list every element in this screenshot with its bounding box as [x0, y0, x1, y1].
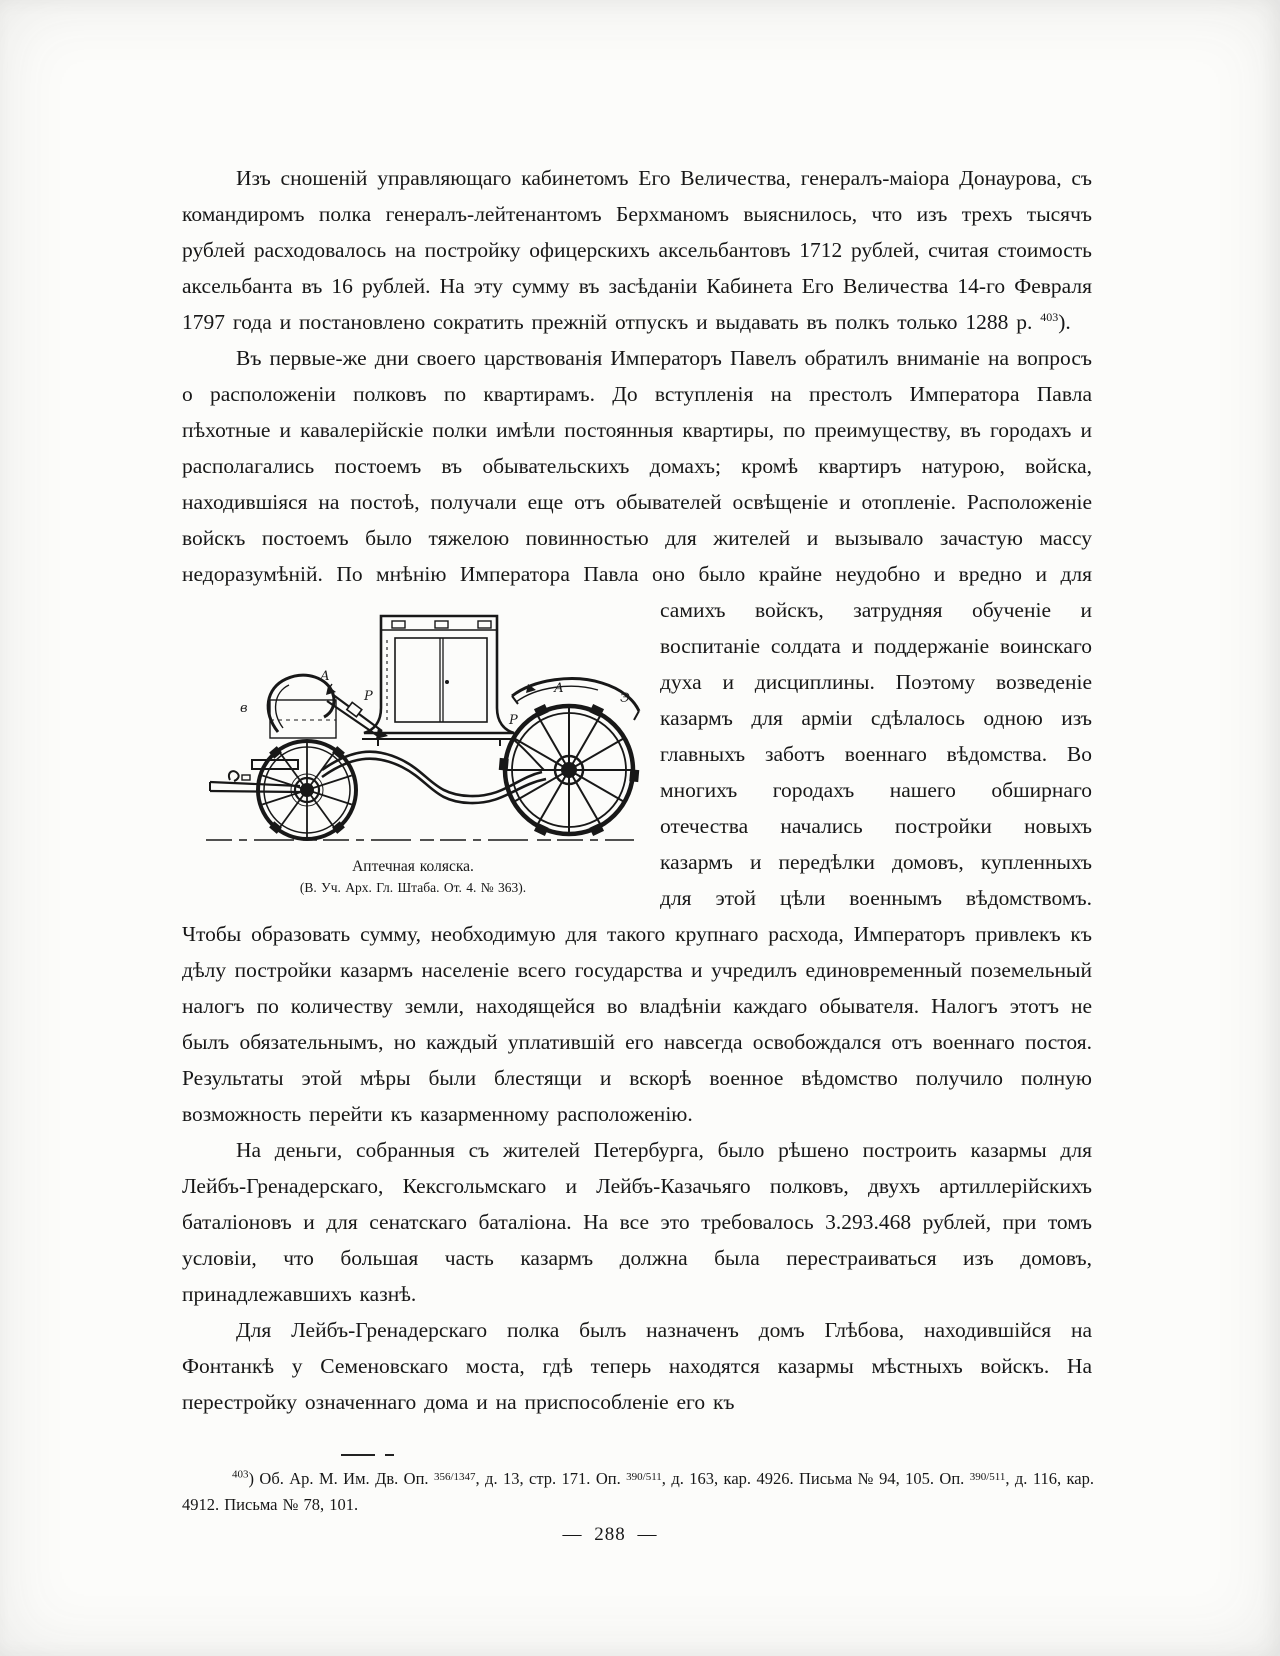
- part-label: А: [554, 681, 564, 696]
- shaft: [210, 760, 300, 792]
- part-label: Р: [364, 689, 373, 704]
- footnote-segment: , д. 116, кар. 4912. Письма № 78, 101.: [182, 1469, 1094, 1514]
- figure-caption-source: (В. Уч. Арх. Гл. Штаба. От. 4. № 363).: [299, 880, 527, 895]
- rear-wheel: [499, 704, 640, 836]
- page-number: — 288 —: [562, 1524, 658, 1545]
- front-spring: [268, 675, 388, 739]
- footnote-separator: [341, 1454, 394, 1457]
- paragraph-3: На деньги, собранныя съ жителей Петербурга, было рѣшено построить казармы для Лейбъ-Гренадерскаго, Кексгольмскаго и Лейбъ-Казачьяго полковъ, двухъ артиллерійскихъ баталіоновъ и для сенатскаго баталіона. На все это требовалось 3.293.468 рублей, при томъ условіи, что большая часть казармъ должна была перестраиваться изъ домовъ, принадлежавшихъ казнѣ.: [182, 1138, 1092, 1306]
- footnote-reference-403: 403: [1040, 309, 1059, 324]
- carriage-illustration: [182, 600, 644, 852]
- separator-line: [341, 1454, 375, 1456]
- part-label: в: [240, 701, 248, 716]
- paragraph-2-text-after-figure: для самихъ войскъ, затрудняя обученіе и воспитаніе солдата и поддержаніе воинскаго духа и дисциплины. Поэтому возведеніе казармъ для арміи сдѣлалось одною изъ главныхъ заботъ военнаго вѣдомства. Во многихъ городахъ нашего обширнаго отечества начались постройки новыхъ казармъ и передѣлки домовъ, купленныхъ для этой цѣли военнымъ вѣдомствомъ. Чтобы образовать сумму, необходимую для такого крупнаго расхода, Императоръ привлекъ къ дѣлу постройки казармъ населеніе всего государства и учредилъ единовременный поземельный налогъ по количеству земли, находящейся во владѣніи каждаго обывателя. Налогъ этотъ не былъ обязательнымъ, но каждый уплатившій его навсегда освобождался отъ военнаго постоя. Результаты этой мѣры были блестящи и вскорѣ военное вѣдомство получило полную возможность перейти къ казарменному расположенію.: [182, 562, 1092, 1126]
- footnote-segment: , д. 163, кар. 4926. Письма № 94, 105. Оп.: [661, 1469, 970, 1488]
- archive-fraction: 390/511: [969, 1471, 1006, 1483]
- separator-dash: [385, 1454, 394, 1456]
- main-text-block: [182, 160, 1092, 1420]
- footnote-number: 403: [232, 1468, 249, 1481]
- paragraph-1: [182, 160, 1092, 340]
- paragraph-2: [182, 340, 1092, 1132]
- part-label: А: [320, 669, 330, 684]
- cabinet: [362, 616, 516, 746]
- front-frame: [270, 700, 336, 738]
- part-label: Э: [620, 691, 630, 706]
- archive-fraction: 356/1347: [433, 1471, 476, 1483]
- paragraph-1-text: Изъ сношеній управляющаго кабинетомъ Его Величества, генералъ-маіора Донаурова, съ командиромъ полка генералъ-лейтенантомъ Берхманомъ выяснилось, что изъ трехъ тысячъ рублей расходовалось на постройку офицерскихъ аксельбантовъ 1712 рублей, считая стоимость аксельбанта въ 16 рублей. На эту сумму въ засѣданіи Кабинета Его Величества 14-го Февраля 1797 года и постановлено сократить прежній отпускъ и выдавать въ полкъ только 1288 р.: [182, 166, 1092, 334]
- paragraph-4: Для Лейбъ-Гренадерскаго полка былъ назначенъ домъ Глѣбова, находившійся на Фонтанкѣ у Семеновскаго моста, гдѣ теперь находятся казармы мѣстныхъ войскъ. На перестройку означеннаго дома и на приспособленіе его къ: [182, 1318, 1092, 1414]
- figure-caption-title: Аптечная коляска.: [352, 858, 474, 875]
- part-label: Р: [509, 713, 518, 728]
- paragraph-2-text-before-figure: Въ первые-же дни своего царствованія Императоръ Павелъ обратилъ вниманіе на вопросъ о расположеніи полковъ по квартирамъ. До вступленія на престолъ Императора Павла пѣхотные и кавалерійскіе полки имѣли постоянныя квартиры, по преимуществу, въ городахъ и располагались постоемъ въ обывательскихъ домахъ; кромѣ квартиръ натурою, войска, находившіяся на постоѣ, получали еще отъ обывателей освѣщеніе и отопленіе. Расположеніе войскъ постоемъ было тяжелою повинностью для жителей и вызывало зачастую массу недоразумѣній. По мнѣнію Императора Павла оно было крайне неудобно и вредно и: [182, 346, 1092, 586]
- archive-fraction: 390/511: [626, 1471, 662, 1483]
- front-wheel: [258, 741, 356, 839]
- carriage-figure: [182, 600, 644, 897]
- footnote-segment: ) Об. Ар. М. Им. Дв. Оп.: [248, 1469, 434, 1488]
- footnote-segment: , д. 13, стр. 171. Оп.: [475, 1469, 627, 1488]
- footnote-block: [182, 1464, 1094, 1518]
- paragraph-1-close: ).: [1058, 310, 1071, 334]
- footnote-text: [182, 1464, 1094, 1518]
